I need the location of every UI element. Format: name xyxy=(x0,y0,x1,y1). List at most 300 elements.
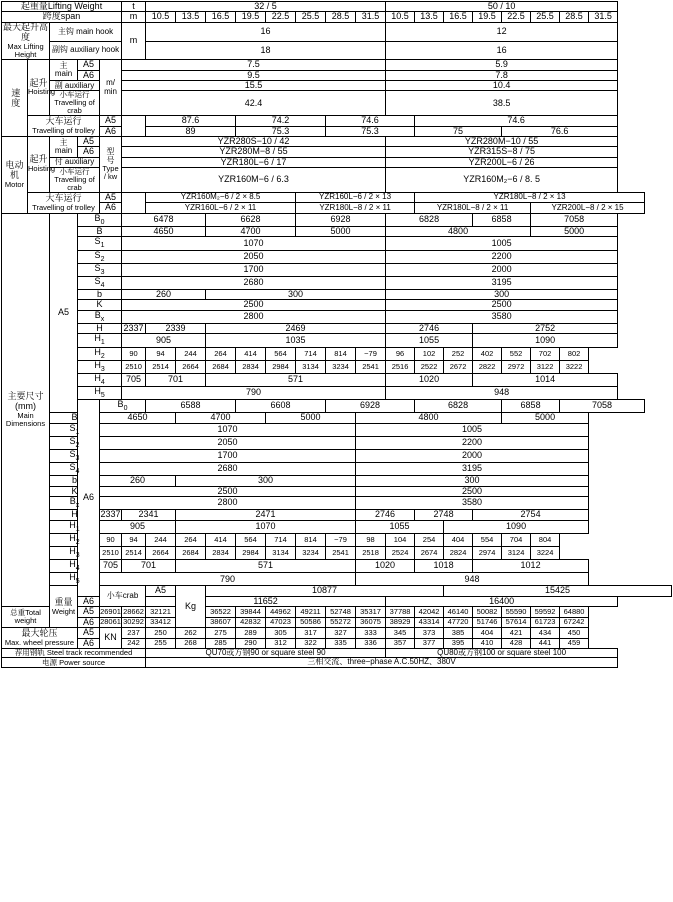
a6-b-2: 300 xyxy=(356,476,589,486)
speed-crab-label: 小车运行 Travelling of crab xyxy=(50,91,100,116)
total-a5-4: 39844 xyxy=(236,607,266,617)
speed-trolley-a5-2: 74.6 xyxy=(326,116,415,126)
table-row xyxy=(2,250,672,263)
a6-H5-0: 790 xyxy=(100,573,356,586)
a6-H3-12: 2824 xyxy=(444,546,473,559)
motor-main-a5: A5 xyxy=(78,136,100,146)
row-label-K-a6: K xyxy=(50,486,100,496)
total-a6-4: 42832 xyxy=(236,617,266,627)
a6-B-0: 4650 xyxy=(100,413,176,423)
row-label-H4-a6: $H_4$ xyxy=(50,560,100,573)
row-label-S1-a6: $S_1$ xyxy=(50,423,100,436)
lifting-weight-label: 起重量Lifting Weight xyxy=(2,2,122,12)
span-g1-0: 10.5 xyxy=(146,12,176,22)
a5-Bx-0: 2800 xyxy=(122,310,386,323)
table-row xyxy=(2,213,672,226)
wp-a6-6: 322 xyxy=(296,638,326,648)
table-row xyxy=(2,136,672,146)
a6-H3-2: 2664 xyxy=(146,546,176,559)
row-label-b-a6: b xyxy=(50,476,100,486)
table-row xyxy=(2,347,672,360)
table-row xyxy=(2,237,672,250)
a6-B0-1: 6608 xyxy=(236,400,326,413)
table-row xyxy=(2,449,672,462)
a6-H5-1: 948 xyxy=(356,573,589,586)
max-lift-height-unit: m xyxy=(122,22,146,59)
dimensions-a6-group: A6 xyxy=(78,400,100,597)
a6-H3-15: 3224 xyxy=(531,546,560,559)
wp-a6-15: 459 xyxy=(560,638,589,648)
table-row xyxy=(2,520,672,533)
table-row xyxy=(2,263,672,276)
span-g2-1: 13.5 xyxy=(415,12,444,22)
a6-H3-5: 2984 xyxy=(236,546,266,559)
total-a6-7: 55272 xyxy=(326,617,356,627)
speed-trolley-a6-4: 76.6 xyxy=(502,126,618,136)
a5-K-0: 2500 xyxy=(122,300,386,310)
a6-H2-5: 564 xyxy=(236,533,266,546)
main-hook-label: 主钩 main hook xyxy=(50,22,122,41)
total-a6-8: 36075 xyxy=(356,617,386,627)
total-a5-5: 44962 xyxy=(266,607,296,617)
a6-H1-1: 1070 xyxy=(176,520,356,533)
speed-aux-g1: 15.5 xyxy=(122,81,386,91)
steel-track-label: 荐用钢轨 Steel track recommended xyxy=(2,649,146,658)
motor-crab-g2: YZR160M₂−6 / 8. 5 xyxy=(386,168,618,193)
a5-H4-2: 571 xyxy=(206,373,386,386)
a6-Bx-0: 2800 xyxy=(100,497,356,510)
row-label-K: K xyxy=(78,300,122,310)
table-row xyxy=(2,373,672,386)
total-a6-0: 28061 xyxy=(100,617,121,627)
a6-S2-1: 2200 xyxy=(356,436,589,449)
row-label-H2-a6: $H_2$ xyxy=(50,533,100,546)
weight-crab-a6: A6 xyxy=(78,596,100,606)
a5-H3-9: 2516 xyxy=(386,360,415,373)
total-a5-2: 32121 xyxy=(146,607,176,617)
motor-trolley-a5-3: YZR180L−8 / 2 × 13 xyxy=(415,192,645,202)
table-row xyxy=(2,617,672,627)
a5-H2-10: 102 xyxy=(415,347,444,360)
a6-H3-0: 2510 xyxy=(100,546,122,559)
a5-H2-1: 94 xyxy=(146,347,176,360)
total-a6-10: 43314 xyxy=(415,617,444,627)
a6-B-3: 4800 xyxy=(356,413,502,423)
wp-a6-11: 395 xyxy=(444,638,473,648)
a5-B0-0: 6478 xyxy=(122,213,206,226)
motor-crab-label: 小车运行 Travelling of crab xyxy=(50,168,100,193)
a5-H2-4: 414 xyxy=(236,347,266,360)
table-row xyxy=(2,126,672,136)
row-label-H1: $H_1$ xyxy=(78,334,122,347)
a5-H-0: 2337 xyxy=(123,322,144,333)
wp-a5-13: 421 xyxy=(502,628,531,638)
wp-a6-4: 290 xyxy=(236,638,266,648)
row-label-S2-a6: $S_2$ xyxy=(50,436,100,449)
dimensions-a5-group: A5 xyxy=(50,213,78,412)
total-a6-11: 47720 xyxy=(444,617,473,627)
a5-H3-14: 3122 xyxy=(531,360,560,373)
a6-H2-15: 804 xyxy=(531,533,560,546)
a6-H3-9: 2518 xyxy=(356,546,386,559)
motor-trolley-a5: A5 xyxy=(100,192,122,202)
row-label-H-a6: H xyxy=(50,510,100,520)
a5-H3-12: 2822 xyxy=(473,360,502,373)
wp-a5-6: 317 xyxy=(296,628,326,638)
motor-main-a6: A6 xyxy=(78,147,100,157)
a5-H-2: 2469 xyxy=(206,323,386,333)
weight-crab-a6-g1: 11652 xyxy=(146,596,386,606)
a5-H1-0: 905 xyxy=(122,334,206,347)
total-a5-6: 49211 xyxy=(296,607,326,617)
row-label-Bx: $B_x$ xyxy=(78,310,122,323)
a6-H3-11: 2674 xyxy=(415,546,444,559)
wp-a6-14: 441 xyxy=(531,638,560,648)
a6-H3-8: 2541 xyxy=(326,546,356,559)
a6-H2-1: 94 xyxy=(122,533,146,546)
wp-a5-15: 450 xyxy=(560,628,589,638)
motor-trolley-a5-1: YZR160M₂−6 / 2 × 8.5 xyxy=(146,192,296,202)
a6-H2-8: −79 xyxy=(326,533,356,546)
speed-trolley-a6-0: 89 xyxy=(146,126,236,136)
wp-a5-4: 289 xyxy=(236,628,266,638)
a5-S2-0: 2050 xyxy=(122,250,386,263)
row-label-S4: $S_4$ xyxy=(78,276,122,289)
a5-H3-5: 2984 xyxy=(266,360,296,373)
a5-B-3: 4800 xyxy=(386,226,531,236)
power-source-label: 电源 Power source xyxy=(2,658,146,667)
weight-total-a6: A6 xyxy=(78,617,100,627)
table-row xyxy=(2,658,672,667)
table-row xyxy=(2,116,672,126)
speed-trolley-label: 大车运行 Travelling of trolley xyxy=(28,116,100,137)
crane-specification-table xyxy=(1,1,672,668)
row-label-H5: $H_5$ xyxy=(78,386,122,399)
a5-S3-1: 2000 xyxy=(386,263,618,276)
wp-a6-5: 312 xyxy=(266,638,296,648)
a5-H1-3: 1090 xyxy=(473,334,618,347)
wp-a6-10: 377 xyxy=(415,638,444,648)
speed-trolley-a6-1: 75.3 xyxy=(236,126,326,136)
motor-trolley-label: 大车运行 Travelling of trolley xyxy=(28,192,100,213)
motor-aux-g2: YZR200L−6 / 26 xyxy=(386,157,618,167)
speed-trolley-a5: A5 xyxy=(100,116,122,126)
a6-H2-12: 404 xyxy=(444,533,473,546)
speed-main-a6: A6 xyxy=(78,70,100,80)
speed-trolley-a6-2: 75.3 xyxy=(326,126,415,136)
row-label-B-a6: B xyxy=(50,413,100,423)
a6-B0-3: 6828 xyxy=(415,400,502,413)
total-a6-12: 51746 xyxy=(473,617,502,627)
motor-trolley-a6: A6 xyxy=(100,203,122,213)
total-a5-12: 50082 xyxy=(473,607,502,617)
a5-H4-3: 1020 xyxy=(386,373,473,386)
a5-H2-13: 552 xyxy=(502,347,531,360)
wheel-pressure-a5-group: A5 xyxy=(78,628,100,638)
a6-H3-6: 3134 xyxy=(266,546,296,559)
table-row xyxy=(2,60,672,70)
span-label: 跨度span xyxy=(2,12,122,22)
wp-a5-7: 327 xyxy=(326,628,356,638)
row-label-S3: $S_3$ xyxy=(78,263,122,276)
a6-H2-10: 104 xyxy=(386,533,415,546)
a5-H3-0: 2510 xyxy=(122,360,146,373)
table-row xyxy=(2,22,672,41)
speed-aux-g2: 10.4 xyxy=(386,81,618,91)
table-row xyxy=(2,2,672,12)
speed-crab-g1: 42.4 xyxy=(122,91,386,116)
a6-H1-3: 1090 xyxy=(444,520,589,533)
a6-B-2: 5000 xyxy=(266,413,356,423)
a6-H3-3: 2684 xyxy=(176,546,206,559)
span-g1-6: 28.5 xyxy=(326,12,356,22)
a5-S4-0: 2680 xyxy=(122,276,386,289)
row-label-B0: $B_0$ xyxy=(78,213,122,226)
table-row xyxy=(2,192,672,202)
a5-H3-4: 2834 xyxy=(236,360,266,373)
speed-trolley-a6-3: 75 xyxy=(415,126,502,136)
span-g1-1: 13.5 xyxy=(176,12,206,22)
table-row xyxy=(2,400,672,413)
a5-H3-7: 3234 xyxy=(326,360,356,373)
a5-b-0: 260 xyxy=(122,289,206,299)
row-label-H3-a6: $H_3$ xyxy=(50,546,100,559)
motor-main-label: 主 main xyxy=(50,136,78,157)
motor-label: 电动机 Motor xyxy=(2,136,28,213)
table-row xyxy=(2,423,672,436)
weight-crab-a5: A5 xyxy=(146,586,176,596)
motor-trolley-a6-4: YZR200L−8 / 2 × 15 xyxy=(531,203,645,213)
row-label-S3-a6: $S_3$ xyxy=(50,449,100,462)
wp-a6-0: 242 xyxy=(122,638,146,648)
a6-B-4: 5000 xyxy=(502,413,589,423)
a5-b-1: 300 xyxy=(206,289,386,299)
table-row xyxy=(2,41,672,60)
row-label-H4: $H_4$ xyxy=(78,373,122,386)
total-a5-7: 52748 xyxy=(326,607,356,617)
motor-trolley-a6-2: YZR180L−8 / 2 × 11 xyxy=(296,203,415,213)
motor-aux-label: 付 auxiliary xyxy=(50,157,100,167)
total-a6-9: 38929 xyxy=(386,617,415,627)
a5-K-1: 2500 xyxy=(386,300,618,310)
a5-H4-1: 701 xyxy=(146,373,206,386)
total-a6-5: 47023 xyxy=(266,617,296,627)
lifting-weight-g1: 32 / 5 xyxy=(146,2,386,12)
a5-B-1: 4700 xyxy=(206,226,296,236)
total-a5-9: 37788 xyxy=(386,607,415,617)
wheel-pressure-a6-group: A6 xyxy=(78,638,100,648)
table-row xyxy=(2,276,672,289)
total-a6-6: 50586 xyxy=(296,617,326,627)
total-a5-10: 42042 xyxy=(415,607,444,617)
total-a5-14: 59592 xyxy=(531,607,560,617)
table-row xyxy=(2,360,672,373)
a5-B0-4: 6858 xyxy=(473,213,531,226)
table-row xyxy=(2,300,672,310)
motor-main-a5-g2: YZR280M−10 / 55 xyxy=(386,136,618,146)
a6-K-0: 2500 xyxy=(100,486,356,496)
a6-H-1: 2341 xyxy=(122,510,176,520)
a5-H2-3: 264 xyxy=(206,347,236,360)
a6-H4-1: 701 xyxy=(122,560,176,573)
row-label-H2: $H_2$ xyxy=(78,347,122,360)
aux-hook-g1: 18 xyxy=(146,41,386,60)
table-row xyxy=(2,546,672,559)
speed-label: 速度 xyxy=(2,60,28,137)
span-g1-5: 25.5 xyxy=(296,12,326,22)
a6-H4-2: 571 xyxy=(176,560,356,573)
wp-a6-9: 357 xyxy=(386,638,415,648)
span-g1-4: 22.5 xyxy=(266,12,296,22)
steel-track-g2: QU80或方钢100 or square steel 100 xyxy=(386,649,618,658)
a5-B-2: 5000 xyxy=(296,226,386,236)
a5-H3-2: 2664 xyxy=(176,360,206,373)
motor-main-a5-g1: YZR280S−10 / 42 xyxy=(122,136,386,146)
wp-a6-2: 268 xyxy=(176,638,206,648)
a5-B0-3: 6828 xyxy=(386,213,473,226)
a6-H3-10: 2524 xyxy=(386,546,415,559)
a5-S1-0: 1070 xyxy=(122,237,386,250)
table-row xyxy=(2,628,672,638)
lifting-weight-unit: t xyxy=(122,2,146,12)
total-a5-8: 35317 xyxy=(356,607,386,617)
a6-H2-13: 554 xyxy=(473,533,502,546)
a6-S4-1: 3195 xyxy=(356,463,589,476)
a6-H2-6: 714 xyxy=(266,533,296,546)
aux-hook-g2: 16 xyxy=(386,41,618,60)
a5-H3-6: 3134 xyxy=(296,360,326,373)
a6-H4-0: 705 xyxy=(100,560,122,573)
speed-main-a5-g1: 7.5 xyxy=(122,60,386,70)
a5-H5-1: 948 xyxy=(386,386,618,399)
table-row xyxy=(2,463,672,476)
wp-a5-14: 434 xyxy=(531,628,560,638)
a5-H1-1: 1035 xyxy=(206,334,386,347)
a6-K-1: 2500 xyxy=(356,486,589,496)
weight-crab-label: 小车crab xyxy=(100,586,146,607)
table-row xyxy=(2,510,672,520)
span-g2-7: 31.5 xyxy=(589,12,618,22)
row-label-b: b xyxy=(78,289,122,299)
a6-H2-0: 90 xyxy=(100,533,122,546)
row-label-H1-a6: $H_1$ xyxy=(50,520,100,533)
table-row xyxy=(2,476,672,486)
table-row xyxy=(2,586,672,596)
a6-H3-14: 3124 xyxy=(502,546,531,559)
wheel-pressure-label: 最大轮压 Max. wheel pressure xyxy=(2,628,78,649)
a5-H2-0: 90 xyxy=(122,347,146,360)
weight-label: 重量 Weight xyxy=(50,586,78,628)
speed-hoisting-label: 起升 Hoisting xyxy=(28,60,50,116)
wp-a5-10: 373 xyxy=(415,628,444,638)
a5-H3-8: 2541 xyxy=(356,360,386,373)
speed-main-a5-g2: 5.9 xyxy=(386,60,618,70)
a5-b-2: 300 xyxy=(386,289,618,299)
table-row xyxy=(2,486,672,496)
a5-H1-2: 1055 xyxy=(386,334,473,347)
row-label-S2: $S_2$ xyxy=(78,250,122,263)
span-g2-3: 19.5 xyxy=(473,12,502,22)
main-dimensions-label: 主要尺寸(mm) Main Dimensions xyxy=(2,213,50,606)
table-row xyxy=(2,560,672,573)
a6-H-2: 2471 xyxy=(176,510,356,520)
a6-B0-2: 6928 xyxy=(326,400,415,413)
a6-H2-9: 98 xyxy=(356,533,386,546)
span-g2-2: 16.5 xyxy=(444,12,473,22)
a5-H-3: 2746 xyxy=(386,323,473,333)
a5-H2-6: 714 xyxy=(296,347,326,360)
motor-main-a6-g2: YZR315S−8 / 75 xyxy=(386,147,618,157)
a6-Bx-1: 3580 xyxy=(356,497,589,510)
total-a6-2: 33412 xyxy=(146,617,176,627)
table-row xyxy=(2,310,672,323)
a6-B-1: 4700 xyxy=(176,413,266,423)
a6-H2-14: 704 xyxy=(502,533,531,546)
wp-a5-9: 345 xyxy=(386,628,415,638)
a5-H2-2: 244 xyxy=(176,347,206,360)
total-a6-13: 57614 xyxy=(502,617,531,627)
speed-crab-g2: 38.5 xyxy=(386,91,618,116)
a6-H4-3: 1020 xyxy=(356,560,415,573)
wp-a6-8: 336 xyxy=(356,638,386,648)
table-row xyxy=(2,386,672,399)
span-g2-5: 25.5 xyxy=(531,12,560,22)
table-row xyxy=(2,413,672,423)
total-a5-1: 28662 xyxy=(123,607,144,617)
total-a5-0: 26901 xyxy=(100,607,121,617)
speed-main-a6-g1: 9.5 xyxy=(122,70,386,80)
a5-H4-0: 705 xyxy=(122,373,146,386)
table-row xyxy=(2,226,672,236)
max-lift-height-label: 最大起升高度 Max Lifting Height xyxy=(2,21,48,59)
a6-H2-3: 264 xyxy=(176,533,206,546)
a6-B0-5: 7058 xyxy=(560,400,645,413)
a6-H3-1: 2514 xyxy=(122,546,146,559)
a6-b-1: 300 xyxy=(176,476,356,486)
total-a6-14: 61723 xyxy=(531,617,560,627)
table-row xyxy=(2,573,672,586)
wp-a6-12: 410 xyxy=(473,638,502,648)
table-row xyxy=(2,334,672,347)
total-a5-15: 64880 xyxy=(560,607,589,617)
wp-a6-1: 255 xyxy=(146,638,176,648)
span-g1-3: 19.5 xyxy=(236,12,266,22)
table-row xyxy=(2,436,672,449)
speed-aux-label: 副 auxiliary xyxy=(50,81,100,91)
a5-H3-15: 3222 xyxy=(560,360,589,373)
main-hook-g1: 16 xyxy=(146,22,386,41)
weight-crab-a6-g2: 16400 xyxy=(386,596,618,606)
a5-H-4: 2752 xyxy=(473,323,618,333)
a5-H2-15: 802 xyxy=(560,347,589,360)
a6-S3-0: 1700 xyxy=(100,449,356,462)
wp-a6-7: 335 xyxy=(326,638,356,648)
a5-B0-1: 6628 xyxy=(206,213,296,226)
a6-H-5: 2754 xyxy=(473,510,589,520)
table-row xyxy=(2,533,672,546)
a6-S1-0: 1070 xyxy=(100,423,356,436)
a6-S3-1: 2000 xyxy=(356,449,589,462)
weight-total-label: 总重Total weight xyxy=(2,607,50,628)
a6-H3-4: 2834 xyxy=(206,546,236,559)
speed-trolley-a5-1: 74.2 xyxy=(236,116,326,126)
a6-S1-1: 1005 xyxy=(356,423,589,436)
a6-H2-4: 414 xyxy=(206,533,236,546)
wp-a6-3: 285 xyxy=(206,638,236,648)
motor-hoisting-label: 起升 Hoisting xyxy=(28,136,50,192)
a5-B0-5: 7058 xyxy=(531,213,618,226)
a6-H2-7: 814 xyxy=(296,533,326,546)
